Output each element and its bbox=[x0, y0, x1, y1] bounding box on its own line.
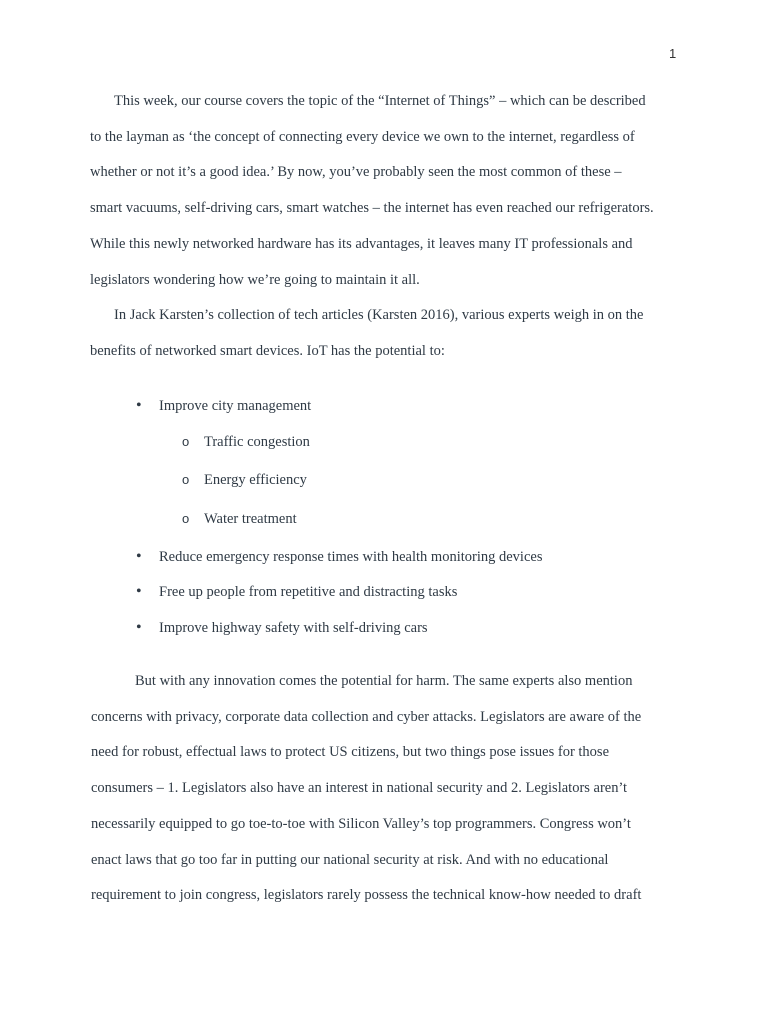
paragraph-line: smart vacuums, self-driving cars, smart watches – the internet has even reached our refrigerators. bbox=[90, 200, 654, 217]
paragraph-line: concerns with privacy, corporate data collection and cyber attacks. Legislators are aware of the bbox=[91, 708, 642, 725]
paragraph-line: This week, our course covers the topic of the “Internet of Things” – which can be described bbox=[114, 93, 646, 109]
bullet-icon: • bbox=[136, 583, 142, 600]
paragraph-line: whether or not it’s a good idea.’ By now, you’ve probably seen the most common of these – bbox=[90, 164, 622, 181]
paragraph-line: necessarily equipped to go toe-to-toe with Silicon Valley’s top programmers. Congress won’t bbox=[91, 815, 631, 832]
paragraph-line: requirement to join congress, legislators rarely possess the technical know-how needed to draft bbox=[91, 887, 642, 904]
paragraph-line: consumers – 1. Legislators also have an interest in national security and 2. Legislators aren’t bbox=[91, 780, 628, 797]
bullet-icon: • bbox=[136, 397, 142, 414]
circle-bullet-icon: o bbox=[182, 511, 190, 526]
paragraph-line: benefits of networked smart devices. IoT has the potential to: bbox=[90, 342, 445, 359]
list-item-label: Improve highway safety with self-driving cars bbox=[159, 620, 428, 636]
paragraph-karsten bbox=[90, 298, 690, 369]
page-number: 1 bbox=[669, 46, 677, 61]
paragraph-line: to the layman as ‘the concept of connecting every device we own to the internet, regardless of bbox=[90, 128, 635, 145]
list-item-label: Improve city management bbox=[159, 398, 312, 414]
bullet-icon: • bbox=[136, 548, 142, 565]
sub-list-item-label: Energy efficiency bbox=[204, 472, 307, 488]
paragraph-line: enact laws that go too far in putting our national security at risk. And with no educational bbox=[91, 851, 609, 868]
paragraph-line: need for robust, effectual laws to protect US citizens, but two things pose issues for those bbox=[91, 744, 609, 761]
paragraph-line: legislators wondering how we’re going to maintain it all. bbox=[90, 271, 420, 288]
paragraph-line: While this newly networked hardware has its advantages, it leaves many IT professionals and bbox=[90, 235, 633, 252]
circle-bullet-icon: o bbox=[182, 472, 190, 487]
bullet-icon: • bbox=[136, 619, 142, 636]
list-item-label: Free up people from repetitive and distracting tasks bbox=[159, 584, 458, 600]
sub-list-item-label: Water treatment bbox=[204, 511, 297, 527]
paragraph-intro bbox=[90, 84, 690, 298]
paragraph-line: In Jack Karsten’s collection of tech articles (Karsten 2016), various experts weigh in on the bbox=[114, 307, 644, 324]
list-item-label: Reduce emergency response times with health monitoring devices bbox=[159, 549, 543, 565]
sub-list-item-label: Traffic congestion bbox=[204, 434, 310, 450]
body-text bbox=[90, 84, 690, 636]
paragraph-line: But with any innovation comes the potential for harm. The same experts also mention bbox=[135, 673, 633, 689]
circle-bullet-icon: o bbox=[182, 434, 190, 449]
paragraph-concerns bbox=[91, 664, 691, 914]
